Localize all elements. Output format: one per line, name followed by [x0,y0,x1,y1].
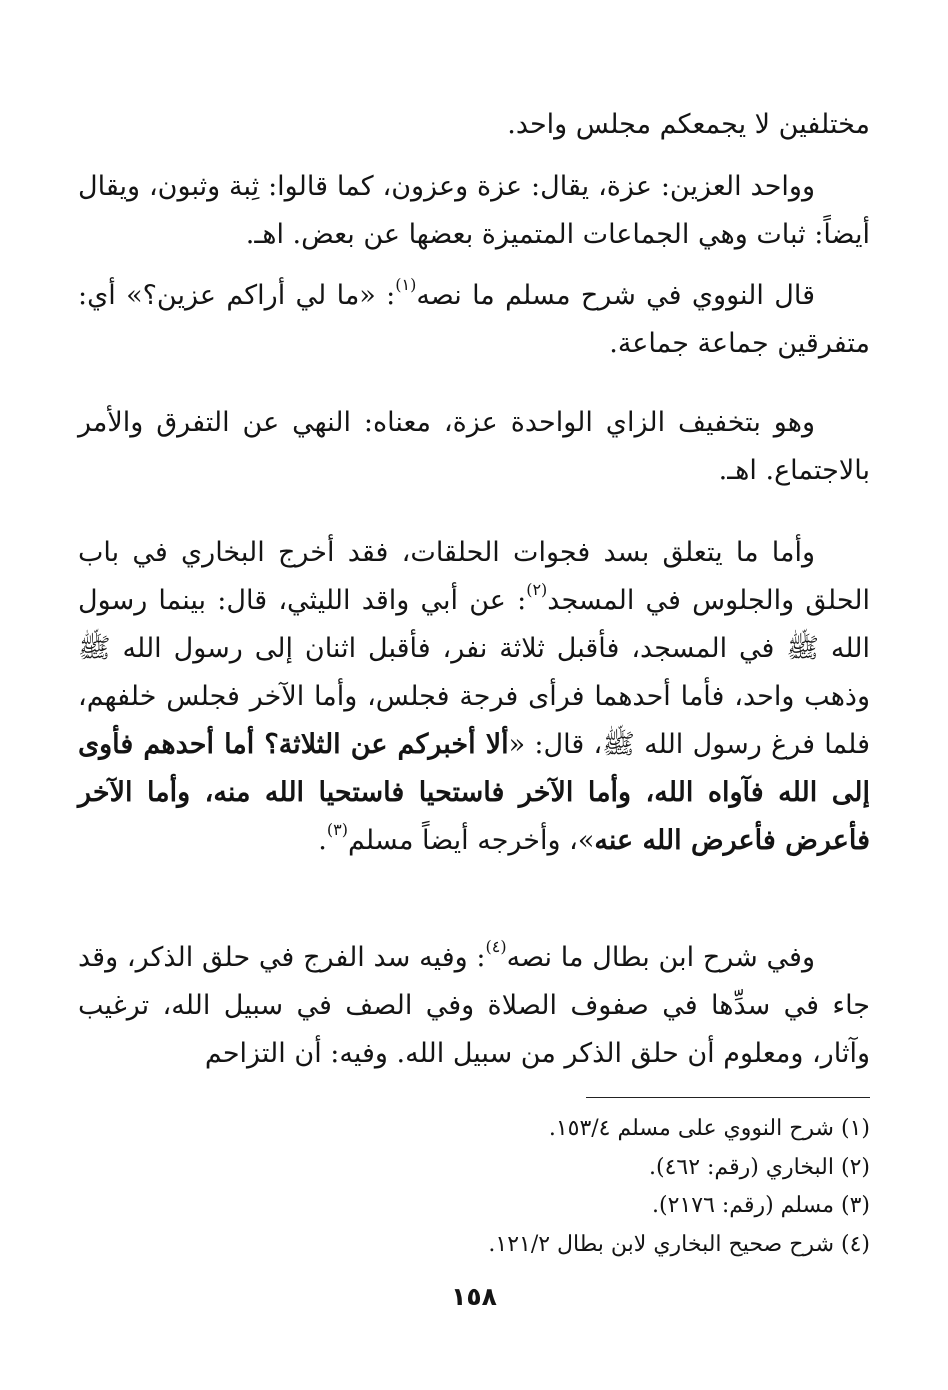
paragraph-5-text-c: »، وأخرجه أيضاً مسلم [347,825,595,856]
paragraph-4 [78,399,870,495]
paragraph-6-text-b: : وفيه سد الفرج في حلق الذكر، وقد جاء في سدِّها في صفوف الصلاة وفي الصف في سبيل الله، ترغيب وآثار، ومعلوم أن حلق الذكر من سبيل الله. وفيه: أن التزاحم [78,942,870,1069]
footnote-4: (٤) شرح صحيح البخاري لابن بطال ١٢١/٢. [488,1231,870,1257]
footnote-ref-2: (٢) [526,580,548,599]
paragraph-5-text-a: وأما ما يتعلق بسد فجوات الحلقات، فقد أخرج البخاري في باب الحلق والجلوس في المسجد [78,537,870,616]
footnote-ref-3: (٣) [326,820,348,839]
paragraph-5-text-d: . [318,825,327,856]
paragraph-3-text-a: قال النووي في شرح مسلم ما نصه [416,280,815,311]
paragraph-6 [78,934,870,1078]
hadith-text: ألا أخبركم عن الثلاثة؟ أما أحدهم فأوى إلى الله فآواه الله، وأما الآخر فاستحيا فاستحيا الله منه، وأما الآخر فأعرض فأعرض الله عنه [78,729,870,856]
paragraph-6-text-a: وفي شرح ابن بطال ما نصه [506,942,816,973]
paragraph-2-text: وواحد العزين: عزة، يقال: عزة وعزون، كما قالوا: ثِبة وثبون، ويقال أيضاً: ثبات وهي الجماعات المتميزة بعضها عن بعض. اهـ. [78,171,870,250]
footnote-2: (٢) البخاري (رقم: ٤٦٢). [649,1154,870,1180]
footnote-3: (٣) مسلم (رقم: ٢١٧٦). [652,1193,870,1218]
paragraph-4-text: وهو بتخفيف الزاي الواحدة عزة، معناه: النهي عن التفرق والأمر بالاجتماع. اهـ. [78,407,870,486]
footnote-ref-1: (١) [395,275,417,294]
paragraph-5 [78,529,870,865]
paragraph-3 [78,272,870,368]
page-number: ١٥٨ [451,1282,497,1311]
footnote-separator [586,1097,870,1098]
footnotes-list [78,1110,870,1264]
paragraph-3-text-b: : «ما لي أراكم عزين؟» أي: متفرقين جماعة جماعة. [78,280,870,359]
footnote-1: (١) شرح النووي على مسلم ١٥٣/٤. [548,1116,870,1141]
paragraph-2 [78,163,870,259]
paragraph-1-text: مختلفين لا يجمعكم مجلس واحد. [507,109,870,140]
paragraph-5-text-b: : عن أبي واقد الليثي، قال: بينما رسول الله ﷺ في المسجد، فأقبل ثلاثة نفر، فأقبل اثنان إلى رسول الله ﷺ وذهب واحد، فأما أحدهما فرأى فرجة فجلس، وأما الآخر فجلس خلفهم، فلما فرغ رسول الله ﷺ، قال: « [78,585,870,760]
footnote-ref-4: (٤) [485,937,507,956]
paragraph-1 [78,101,870,149]
